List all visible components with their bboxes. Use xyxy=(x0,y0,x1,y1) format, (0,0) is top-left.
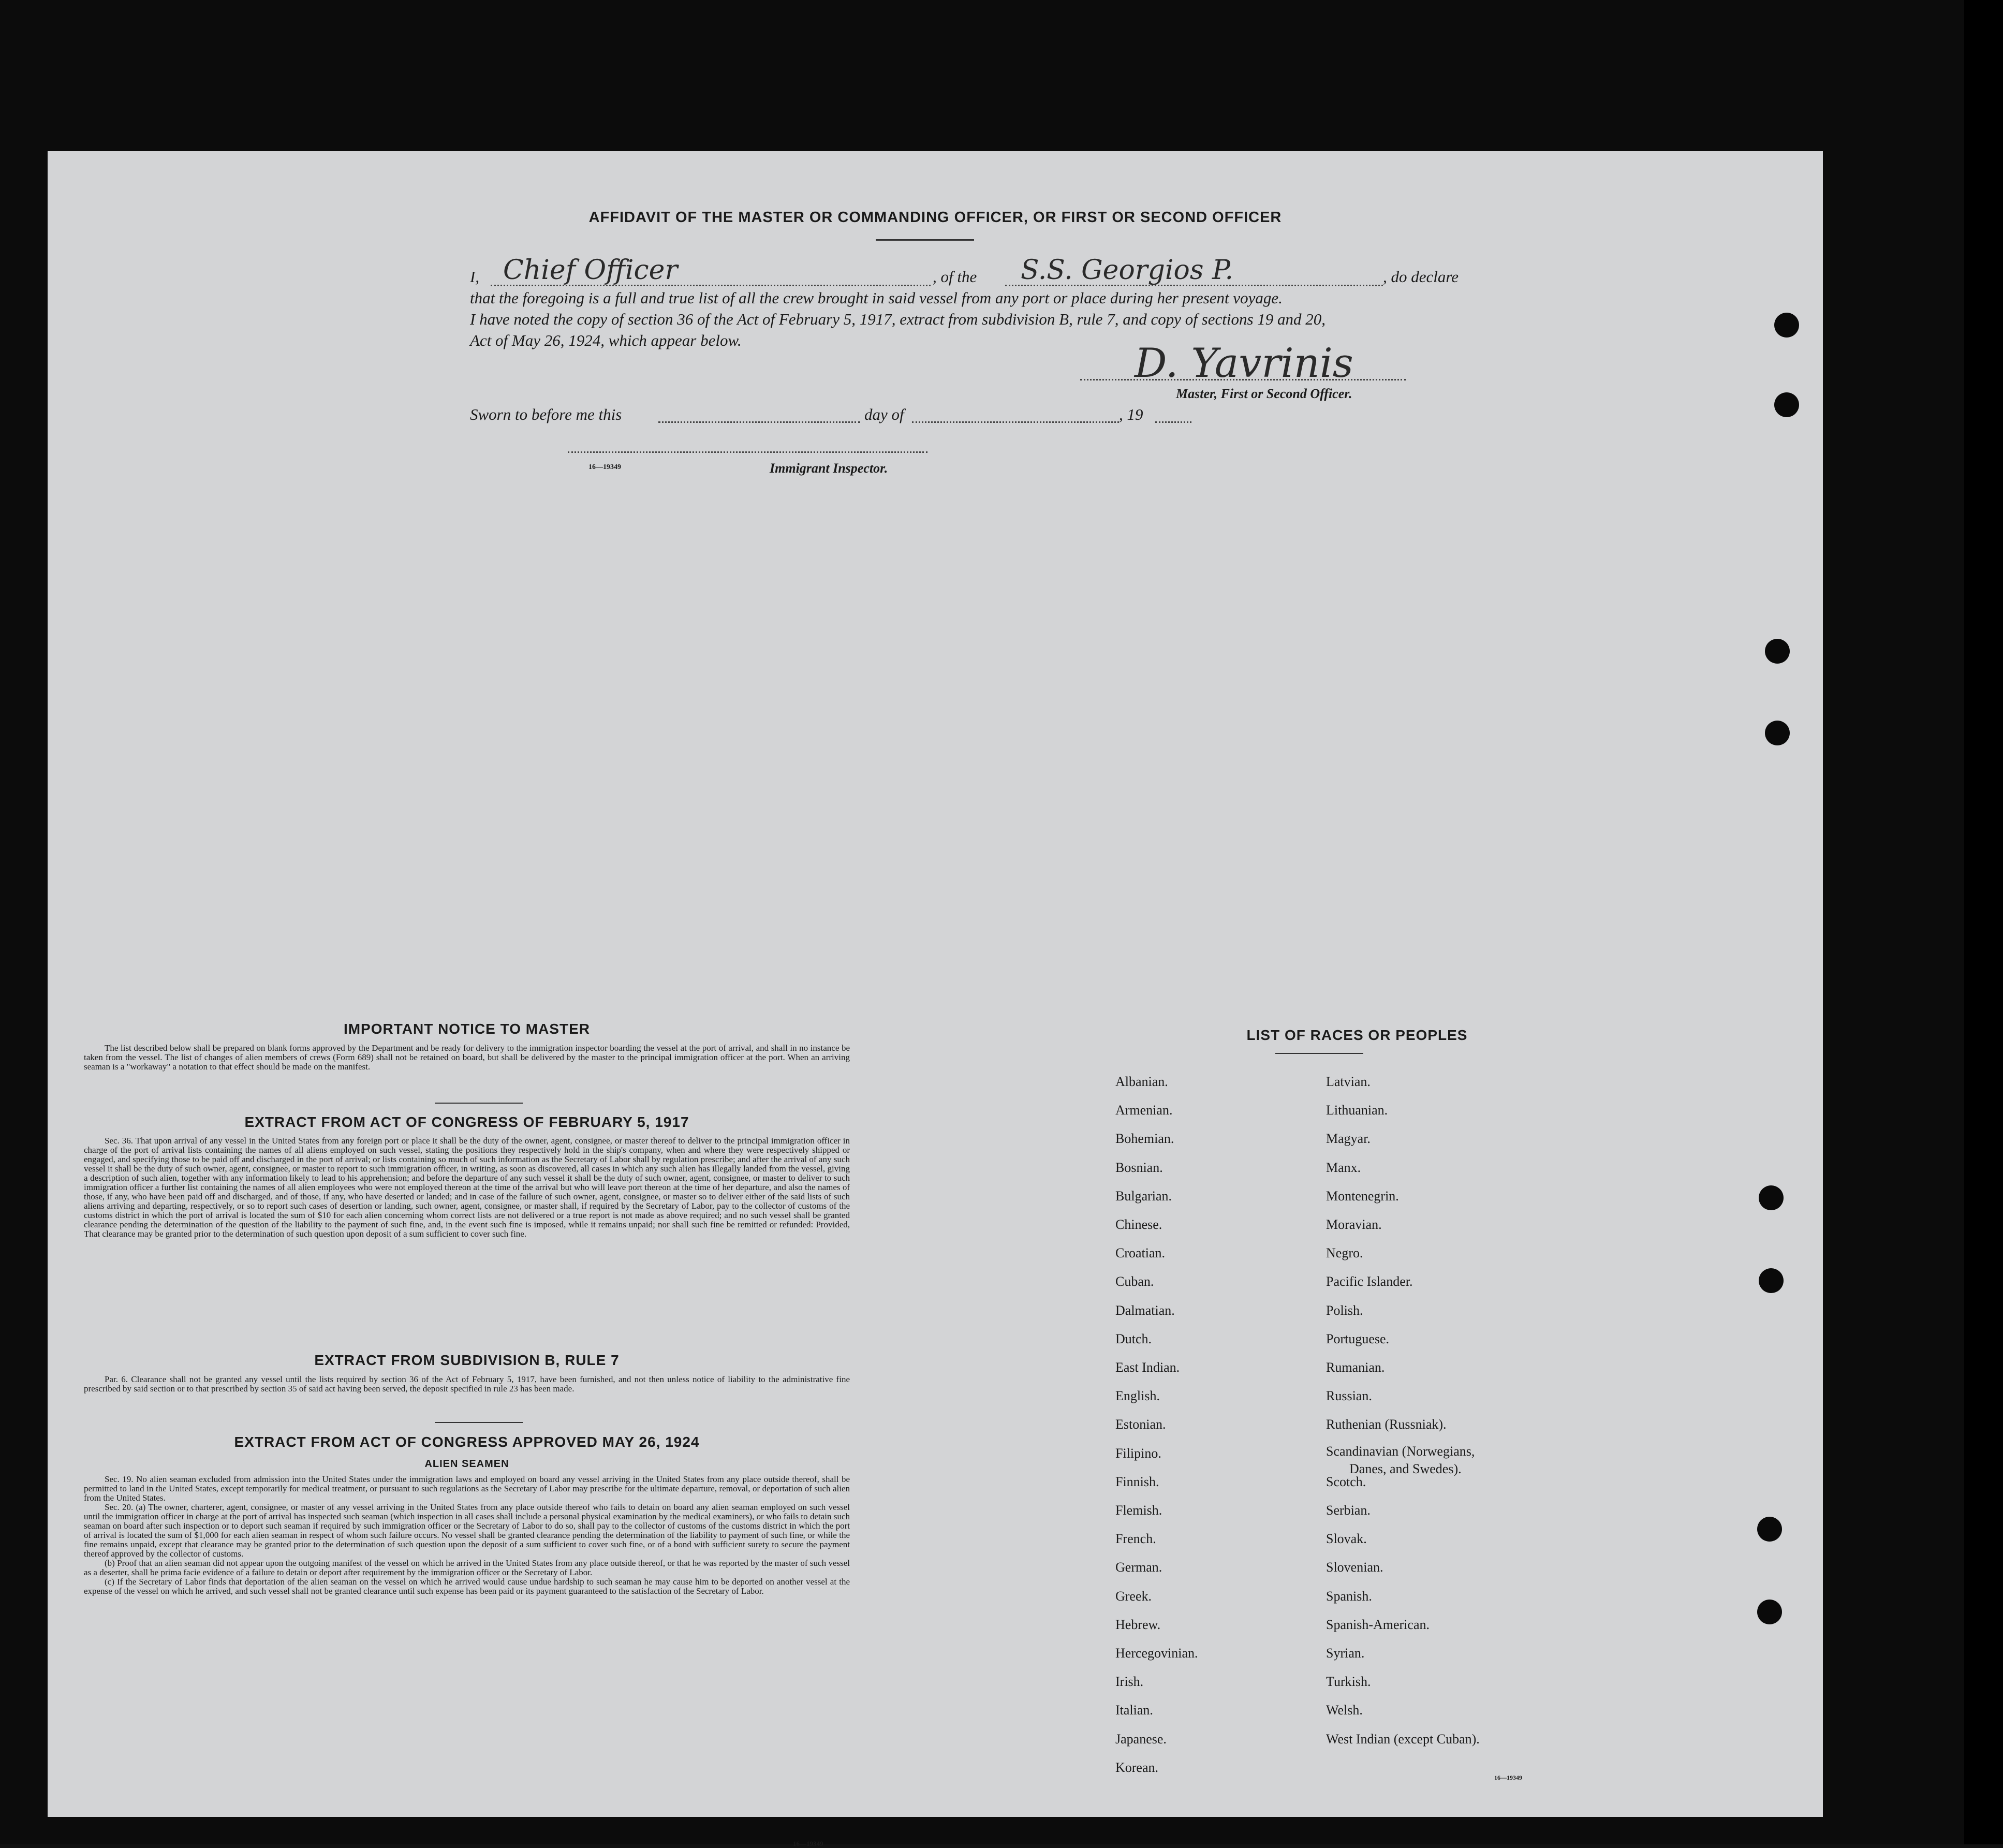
race-item: Dutch. xyxy=(1115,1331,1152,1346)
alien-seamen-subtitle: ALIEN SEAMEN xyxy=(424,1458,509,1470)
inspector-caption: Immigrant Inspector. xyxy=(770,461,888,476)
race-item: Portuguese. xyxy=(1326,1331,1390,1346)
race-item: French. xyxy=(1115,1531,1156,1546)
race-item: Danes, and Swedes). xyxy=(1349,1461,1462,1476)
race-item: Scandinavian (Norwegians, xyxy=(1326,1444,1475,1459)
race-item: Negro. xyxy=(1326,1245,1363,1260)
affidavit-line-3: I have noted the copy of section 36 of the Act of February 5, 1917, extract from subdivision B, rule 7, and copy of sections 19 and 20, xyxy=(470,310,1326,328)
race-item: Latvian. xyxy=(1326,1074,1371,1089)
races-rule xyxy=(1275,1053,1363,1054)
vessel-handwriting: S.S. Georgios P. xyxy=(1021,255,1234,286)
race-item: Welsh. xyxy=(1326,1703,1363,1718)
sec20b-body: (b) Proof that an alien seaman did not appear upon the outgoing manifest of the vessel on which he arrived in the United States from any place outside thereof, or that he was reported by the master of such vessel as a deserter, shall be prima facie evidence of a failure to detain or deport after requirement by the immigration officer or the Secretary of Labor. xyxy=(84,1558,850,1577)
races-title: LIST OF RACES OR PEOPLES xyxy=(1246,1027,1468,1043)
race-item: Rumanian. xyxy=(1326,1360,1385,1375)
race-item: Finnish. xyxy=(1115,1474,1159,1489)
binder-hole xyxy=(1765,721,1790,745)
rule7-title: EXTRACT FROM SUBDIVISION B, RULE 7 xyxy=(314,1352,620,1368)
extract-1917-block xyxy=(84,1136,850,1239)
race-item: Hercegovinian. xyxy=(1115,1646,1198,1661)
extract-1924-form-number: 16—19349 xyxy=(793,1840,823,1847)
race-item: Serbian. xyxy=(1326,1503,1371,1518)
race-item: Ruthenian (Russniak). xyxy=(1326,1417,1447,1432)
signature-handwriting: D. Yavrinis xyxy=(1135,340,1353,387)
race-item: Cuban. xyxy=(1115,1274,1154,1289)
race-item: Spanish. xyxy=(1326,1589,1372,1604)
title-rule xyxy=(876,239,974,241)
signature-caption: Master, First or Second Officer. xyxy=(1176,386,1352,401)
race-item: Polish. xyxy=(1326,1303,1363,1318)
sec20c-body: (c) If the Secretary of Labor finds that deportation of the alien seaman on the vessel on which he arrived would cause undue hardship to such seaman he may cause him to be deported on another vessel at the expense of the vessel on which he arrived, and such vessel shall not be granted clearance until such expense has been paid or its payment guaranteed to the satisfaction of the Secretary of Labor. xyxy=(84,1577,850,1596)
affidavit-line-2: that the foregoing is a full and true list of all the crew brought in said vessel from any port or place during her present voyage. xyxy=(470,289,1283,307)
race-item: Slovak. xyxy=(1326,1531,1367,1546)
race-item: Scotch. xyxy=(1326,1474,1366,1489)
binder-hole xyxy=(1774,392,1799,417)
sworn-year-text: , 19 xyxy=(1119,405,1143,423)
binder-hole xyxy=(1765,639,1790,664)
race-item: Albanian. xyxy=(1115,1074,1168,1089)
race-item: Bohemian. xyxy=(1115,1131,1174,1146)
sec20a-body: Sec. 20. (a) The owner, charterer, agent, consignee, or master of any vessel arriving in the United States from any place outside thereof who fails to detain on board any alien seaman employed on such vessel until the immigration officer in charge at the port of arrival has inspected such seaman (which inspection in all cases shall include a personal physical examination by the medical examiners), or who fails to detain such seaman on board after such inspection or to deport such seaman if required by such immigration officer or the Secretary of Labor to do so, shall pay to the collector of customs of the customs district in which the port of arrival is located the sum of $1,000 for each alien seaman in respect of whom such failure occurs. No vessel shall be granted clearance pending the determination of the liability to payment of such fine, or while the fine remains unpaid, except that clearance may be granted prior to the determination of such question upon the deposit of a sum sufficient to cover such fine, or of a bond with sufficient surety to secure the payment thereof approved by the collector of customs. xyxy=(84,1502,850,1559)
divider-1 xyxy=(435,1103,523,1104)
affidavit-form-number: 16—19349 xyxy=(588,463,621,471)
race-item: West Indian (except Cuban). xyxy=(1326,1732,1480,1747)
race-item: Syrian. xyxy=(1326,1646,1365,1661)
race-item: Dalmatian. xyxy=(1115,1303,1175,1318)
binder-hole xyxy=(1759,1268,1784,1293)
race-item: Manx. xyxy=(1326,1160,1361,1175)
binder-hole xyxy=(1759,1185,1784,1210)
binder-hole xyxy=(1774,313,1799,338)
race-item: Hebrew. xyxy=(1115,1617,1161,1632)
sworn-prefix: Sworn to before me this xyxy=(470,405,622,423)
race-item: Slovenian. xyxy=(1326,1560,1383,1575)
sworn-year-line xyxy=(1155,421,1191,423)
race-item: English. xyxy=(1115,1388,1160,1403)
race-item: Armenian. xyxy=(1115,1103,1173,1118)
sec19-body: Sec. 19. No alien seaman excluded from admission into the United States under the immigration laws and employed on board any vessel arriving in the United States from any place outside thereof, shall be permitted to land in the United States, except temporarily for medical treatment, or pursuant to such regulations as the Secretary of Labor may prescribe for the ultimate departure, removal, or deportation of such alien from the United States. xyxy=(84,1474,850,1503)
race-item: Japanese. xyxy=(1115,1732,1167,1747)
sworn-month-line xyxy=(912,421,1119,423)
race-item: Estonian. xyxy=(1115,1417,1166,1432)
races-form-number: 16—19349 xyxy=(1494,1774,1522,1781)
binder-hole xyxy=(1757,1600,1782,1624)
race-item: Russian. xyxy=(1326,1388,1372,1403)
race-item: Flemish. xyxy=(1115,1503,1162,1518)
race-item: Korean. xyxy=(1115,1760,1159,1775)
race-item: German. xyxy=(1115,1560,1162,1575)
declarant-prefix: I, xyxy=(470,268,480,286)
notice-title: IMPORTANT NOTICE TO MASTER xyxy=(343,1021,591,1037)
race-item: Greek. xyxy=(1115,1589,1152,1604)
race-item: Lithuanian. xyxy=(1326,1103,1388,1118)
race-item: Croatian. xyxy=(1115,1245,1166,1260)
race-item: Bosnian. xyxy=(1115,1160,1163,1175)
extract-1924-block xyxy=(84,1475,850,1596)
do-declare-text: , do declare xyxy=(1383,268,1459,286)
divider-2 xyxy=(435,1422,523,1423)
extract-1917-body: Sec. 36. That upon arrival of any vessel in the United States from any foreign port or place it shall be the duty of the owner, agent, consignee, or master thereof to deliver to the principal immigration officer in charge of the port of arrival lists containing the names of all aliens employed on such vessel, stating the positions they respectively hold in the ship's company, when and where they were respectively shipped or engaged, and specifying those to be paid off and discharged in the port of arrival; or lists containing so much of such information as the Secretary of Labor shall by regulation prescribe; and after the arrival of any such vessel it shall be the duty of such owner, agent, consignee, or master to report to such immigration officer, in writing, as soon as discovered, all cases in which any such alien has illegally landed from the vessel, giving a description of such alien, together with any information likely to lead to his apprehension; and before the departure of any such vessel it shall be the duty of such owner, agent, consignee, or master to deliver to such immigration officer a further list containing the names of all alien employees who were not employed thereon at the time of the arrival but who will leave port thereon at the time of her departure, and also the names of those, if any, who have been paid off and discharged, and of those, if any, who have deserted or landed; and in case of the failure of such owner, agent, consignee, or master so to deliver either of the said lists of such aliens arriving and departing, respectively, or so to report such cases of desertion or landing, such owner, agent, consignee, or master shall, if required by the Secretary of Labor, pay to the collector of customs of the customs district in which the port of arrival is located the sum of $10 for each alien concerning whom correct lists are not delivered or a true report is not made as above required; and no such vessel shall be granted clearance pending the determination of the question of the liability to the payment of such fine, and, in the event such fine is imposed, while it remains unpaid; nor shall such fine be remitted or refunded: Provided, That clearance may be granted prior to the determination of such question upon deposit of a sum sufficient to cover such fine. xyxy=(84,1136,850,1239)
race-item: Montenegrin. xyxy=(1326,1189,1399,1204)
binder-hole xyxy=(1757,1517,1782,1542)
sworn-day-text: day of xyxy=(864,405,904,423)
race-item: Irish. xyxy=(1115,1674,1144,1689)
extract-1924-title: EXTRACT FROM ACT OF CONGRESS APPROVED MAY 26, 1924 xyxy=(234,1434,700,1450)
scan-edge xyxy=(1964,0,2003,1844)
inspector-line xyxy=(568,451,927,453)
notice-body: The list described below shall be prepared on blank forms approved by the Department and be ready for delivery to the immigration inspector boarding the vessel at the port of arrival, and shall in no instance be taken from the vessel. The list of changes of alien members of crews (Form 689) shall not be retained on board, but shall be delivered by the master to the principal immigration officer at the port. When an arriving seaman is a "workaway" a notation to that effect should be made on the manifest. xyxy=(84,1043,850,1072)
race-item: Turkish. xyxy=(1326,1674,1371,1689)
declarant-handwriting: Chief Officer xyxy=(503,255,678,286)
race-item: Pacific Islander. xyxy=(1326,1274,1413,1289)
affidavit-title: AFFIDAVIT OF THE MASTER OR COMMANDING OFFICER, OR FIRST OR SECOND OFFICER xyxy=(588,209,1282,226)
extract-1917-title: EXTRACT FROM ACT OF CONGRESS OF FEBRUARY 5, 1917 xyxy=(244,1114,689,1130)
race-item: Italian. xyxy=(1115,1703,1153,1718)
race-item: Bulgarian. xyxy=(1115,1189,1172,1204)
affidavit-line-4: Act of May 26, 1924, which appear below. xyxy=(470,331,742,349)
of-the-text: , of the xyxy=(933,268,977,286)
notice-body-block xyxy=(84,1044,850,1072)
sworn-day-line xyxy=(658,421,860,423)
race-item: Chinese. xyxy=(1115,1217,1162,1232)
race-item: East Indian. xyxy=(1115,1360,1180,1375)
rule7-body: Par. 6. Clearance shall not be granted any vessel until the lists required by section 36 of the Act of February 5, 1917, have been furnished, and not then unless notice of liability to the administrative fine prescribed by said section or to that prescribed by section 35 of said act having been served, the deposit specified in rule 23 has been made. xyxy=(84,1374,850,1394)
race-item: Moravian. xyxy=(1326,1217,1382,1232)
rule7-block xyxy=(84,1375,850,1394)
form-sheet xyxy=(48,151,1823,1847)
race-item: Magyar. xyxy=(1326,1131,1371,1146)
race-item: Filipino. xyxy=(1115,1446,1161,1461)
race-item: Spanish-American. xyxy=(1326,1617,1430,1632)
